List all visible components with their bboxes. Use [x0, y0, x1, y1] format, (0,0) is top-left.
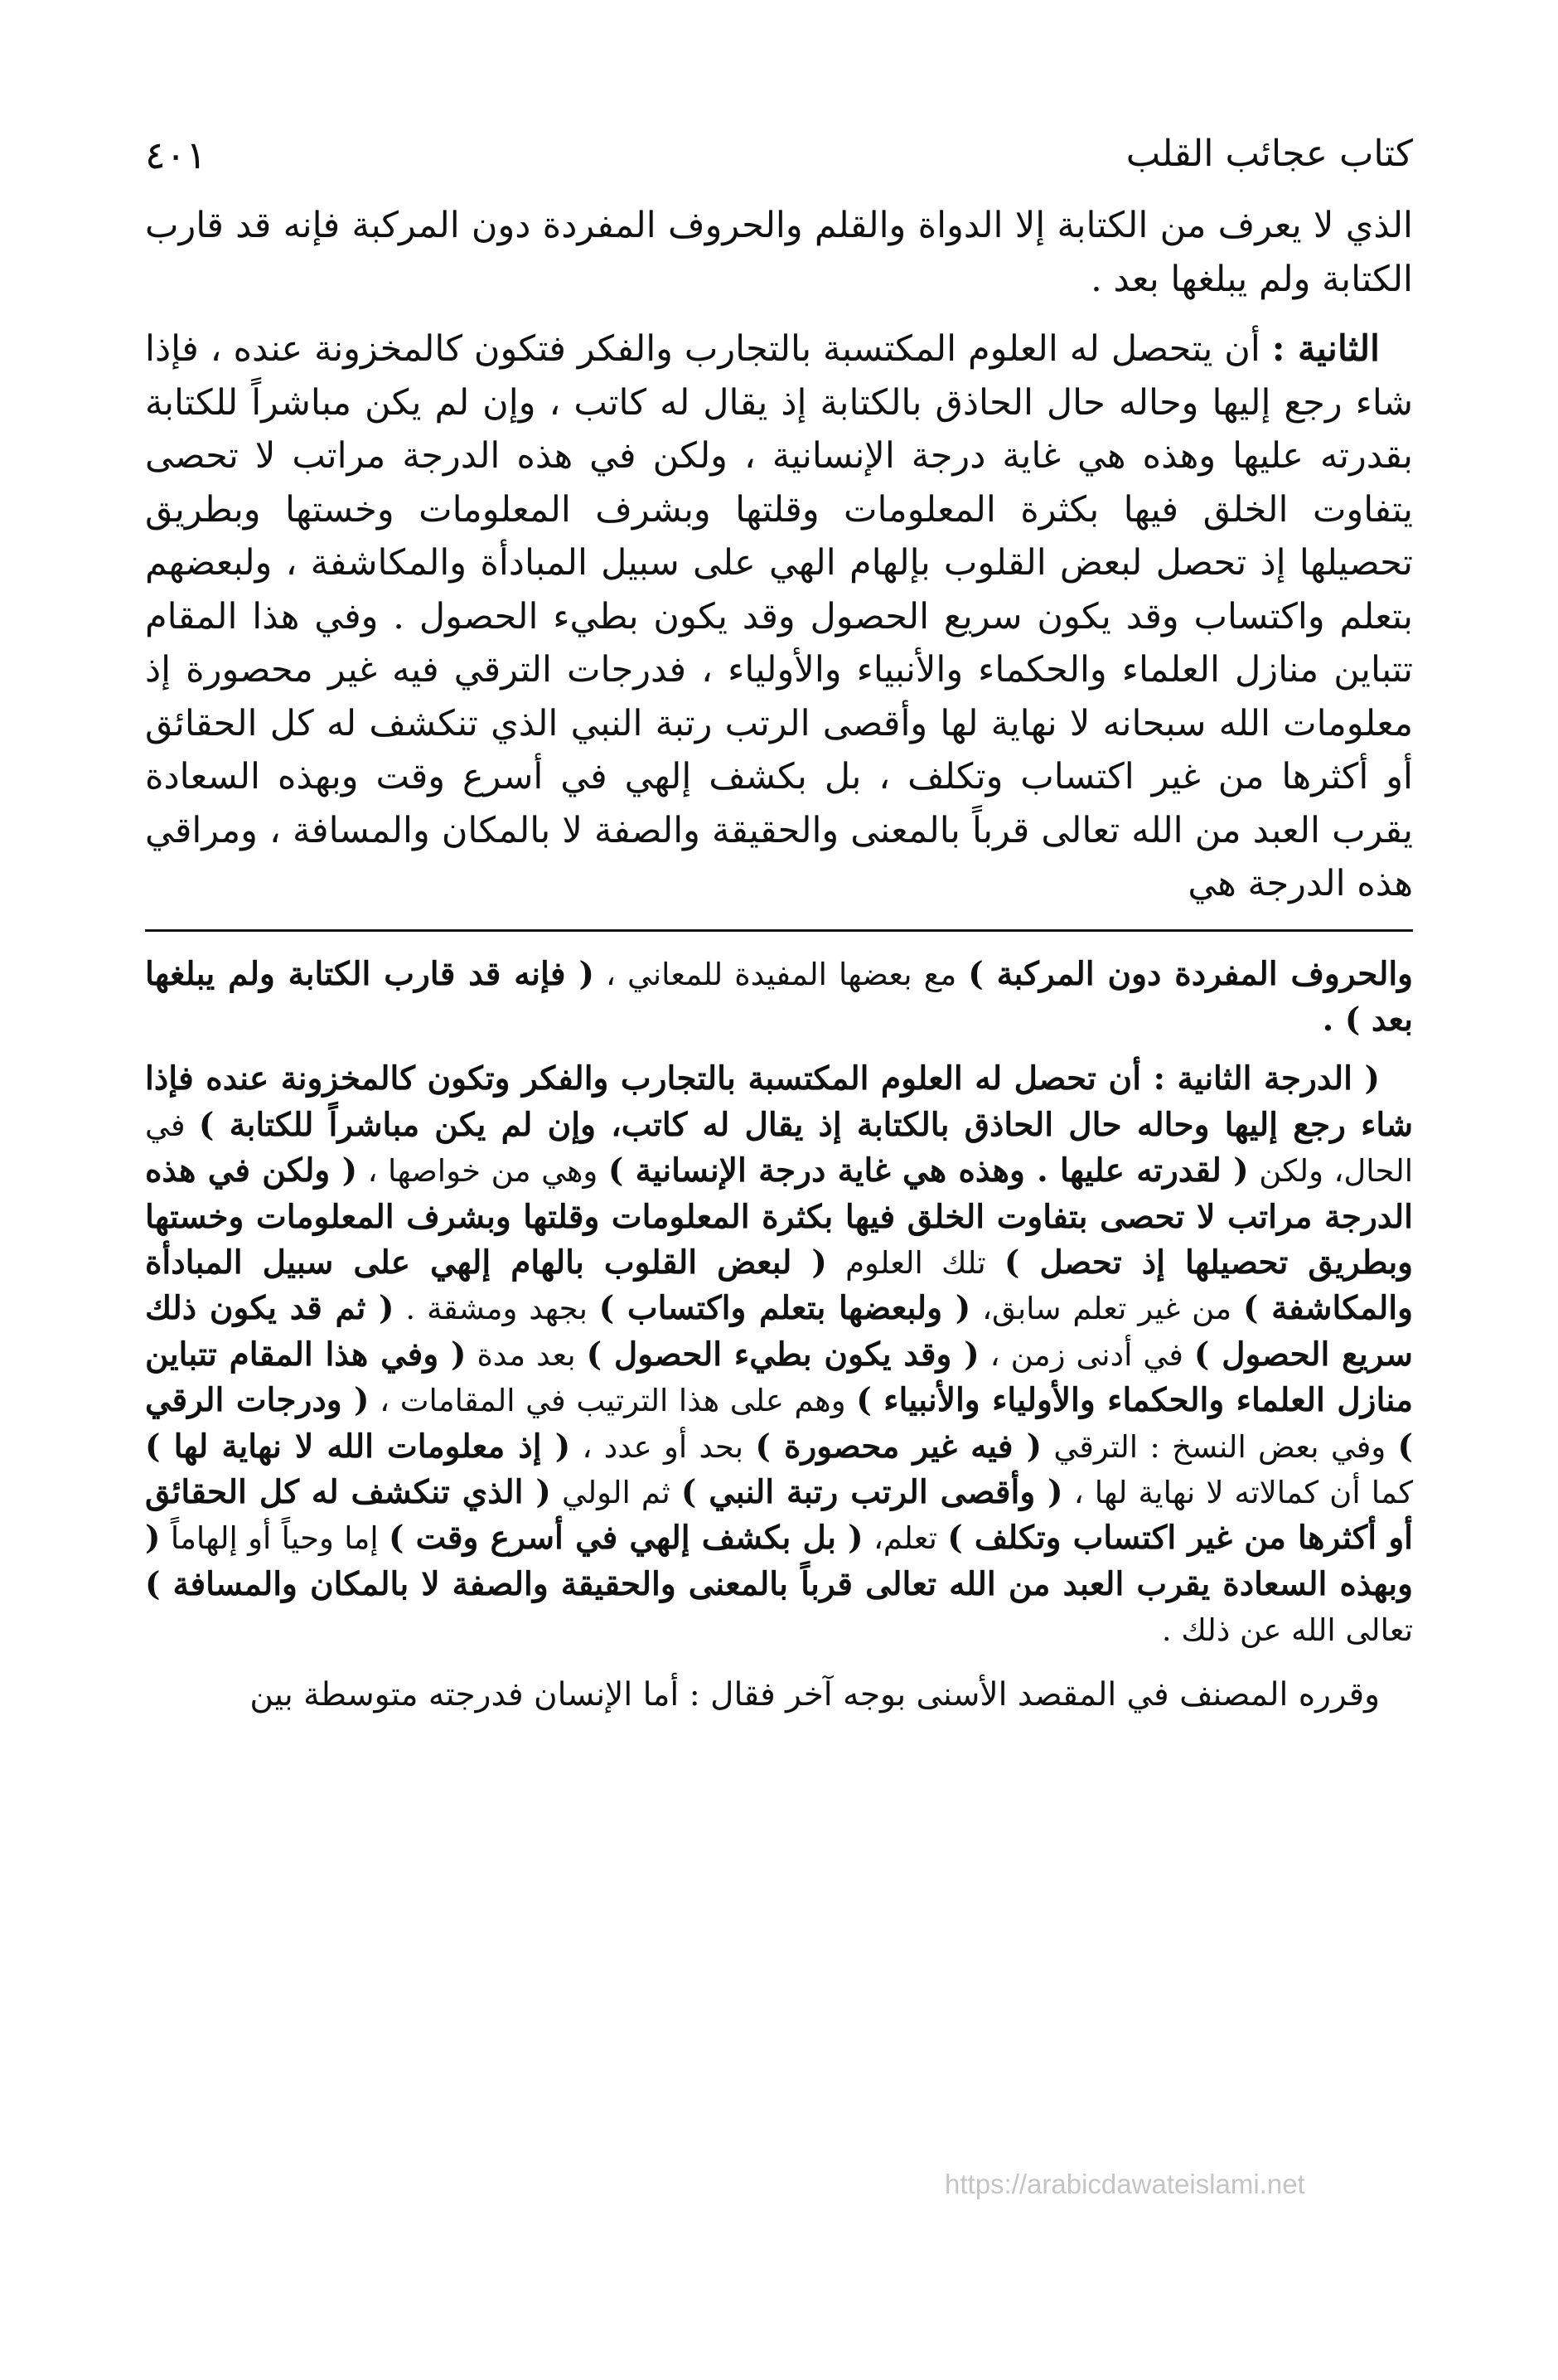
commentary-gloss: من غير تعلم سابق، — [970, 1291, 1243, 1327]
quoted-source-text: ( ولكن في هذه الدرجة مراتب لا تحصى بتفاوت الخلق فيها بكثرة المعلومات وقلتها وبشرف المعلومات وخستها وبطريق تحصيلها إذ تحصل ) — [145, 1151, 1414, 1282]
quoted-source-text: ( ودرجات الرقي ) — [145, 1381, 1413, 1466]
commentary-gloss: تعلم، — [863, 1520, 948, 1557]
main-paragraph-2-body: أن يتحصل له العلوم المكتسبة بالتجارب والفكر فتكون كالمخزونة عنده ، فإذا شاء رجع إليها وحاله حال الحاذق بالكتابة إذ يقال له كاتب ، وإن لم يكن مباشراً للكتابة بقدرته عليها وهذه هي غاية درجة الإنسانية ، ولكن في هذه الدرجة مراتب لا تحصى يتفاوت الخلق فيها بكثرة المعلومات وقلتها وبشرف المعلومات وخستها وبطريق تحصيلها إذ تحصل لبعض القلوب بإلهام الهي على سبيل المبادأة والمكاشفة ، ولبعضهم بتعلم واكتساب وقد يكون سريع الحصول وقد يكون بطيء الحصول . وفي هذا المقام تتباين منازل العلماء والحكماء والأنبياء والأولياء ، فدرجات الترقي فيه غير محصورة إذ معلومات الله سبحانه لا نهاية لها وأقصى الرتب رتبة النبي الذي تنكشف له كل الحقائق أو أكثرها من غير اكتساب وتكلف ، بل بكشف إلهي في أسرع وقت وبهذه السعادة يقرب العبد من الله تعالى قرباً بالمعنى والحقيقة والصفة لا بالمكان والمسافة ، ومراقي هذه الدرجة هي — [145, 328, 1414, 904]
quoted-source-text: ( وقد يكون بطيء الحصول ) — [586, 1335, 980, 1374]
commentary-gloss: وهي من خواصها ، — [357, 1153, 608, 1190]
quoted-source-text: والحروف المفردة دون المركبة ) — [968, 954, 1414, 993]
commentary-gloss: مع بعضها المفيدة للمعاني ، — [593, 956, 969, 992]
footnote-divider — [145, 929, 1413, 932]
commentary-gloss: بعد مدة — [466, 1336, 587, 1373]
page-number: ٤٠١ — [145, 133, 207, 177]
quoted-source-text: ( بل بكشف إلهي في أسرع وقت ) — [388, 1519, 864, 1558]
quoted-source-text: ( إذ معلومات الله لا نهاية لها ) — [145, 1427, 571, 1466]
quoted-source-text: ( وبهذه السعادة يقرب العبد من الله تعالى قرباً بالمعنى والحقيقة والصفة لا بالمكان والمسافة ) — [145, 1519, 1413, 1603]
commentary-gloss: تلك العلوم — [826, 1244, 1004, 1281]
commentary-paragraph-2 — [145, 1056, 1413, 1653]
quoted-source-text: ( وفي هذا المقام تتباين منازل العلماء والحكماء والأولياء والأنبياء ) — [145, 1335, 1414, 1420]
quoted-source-text: ( ولبعضها بتعلم واكتساب ) — [598, 1289, 971, 1328]
running-title: كتاب عجائب القلب — [1125, 133, 1413, 175]
watermark-url: https://arabicdawateislami.net — [945, 2169, 1305, 2199]
quoted-source-text: ( الدرجة الثانية : أن تحصل له العلوم المكتسبة بالتجارب والفكر وتكون كالمخزونة عنده فإذا شاء رجع إليها وحاله حال الحاذق بالكتابة إذ يقال له كاتب، وإن لم يكن مباشراً للكتابة ) — [145, 1059, 1413, 1144]
commentary-gloss: كما أن كمالاته لا نهاية لها ، — [1062, 1474, 1413, 1510]
page-header — [145, 116, 1413, 199]
quoted-source-text: ( وأقصى الرتب رتبة النبي ) — [680, 1472, 1063, 1511]
commentary-paragraph-3: وقرره المصنف في المقصد الأسنى بوجه آخر فقال : أما الإنسان فدرجته متوسطة بين — [249, 1675, 1380, 1714]
commentary-gloss: ثم الولي — [550, 1474, 681, 1510]
paragraph-lead-term: الثانية : — [1271, 328, 1380, 370]
commentary-gloss: في أدنى زمن ، — [979, 1336, 1194, 1373]
main-paragraph-1: الذي لا يعرف من الكتابة إلا الدواة والقلم والحروف المفردة دون المركبة فإنه قد قارب الكتابة ولم يبلغها بعد . — [145, 205, 1413, 300]
book-page — [145, 116, 1413, 2288]
quoted-source-text: ( فيه غير محصورة ) — [755, 1427, 1043, 1466]
commentary-gloss: في الحال، ولكن — [145, 1107, 1413, 1190]
main-text — [145, 199, 1413, 911]
commentary-gloss: إما وحياً أو إلهاماً — [160, 1520, 389, 1557]
commentary-gloss: تعالى الله عن ذلك . — [1161, 1612, 1413, 1649]
commentary-gloss: وهم على هذا الترتيب في المقامات ، — [369, 1383, 857, 1419]
quoted-source-text: ( الذي تنكشف له كل الحقائق أو أكثرها من غير اكتساب وتكلف ) — [145, 1472, 1413, 1558]
commentary-gloss: بجهد ومشقة . — [394, 1291, 599, 1327]
commentary-gloss: بحد أو عدد ، — [570, 1428, 756, 1465]
quoted-source-text: ( ثم قد يكون ذلك سريع الحصول ) — [145, 1289, 1413, 1374]
quoted-source-text: ( فإنه قد قارب الكتابة ولم يبلغها بعد ) . — [145, 954, 1413, 1039]
commentary-paragraph-1 — [145, 952, 1413, 1044]
commentary-gloss: وفي بعض النسخ : الترقي — [1042, 1428, 1398, 1465]
quoted-source-text: ( لقدرته عليها . وهذه هي غاية درجة الإنسانية ) — [607, 1151, 1249, 1190]
commentary — [145, 952, 1413, 1654]
main-paragraph-2 — [145, 322, 1413, 911]
quoted-source-text: ( لبعض القلوب بالهام إلهي على سبيل المبادأة والمكاشفة ) — [145, 1243, 1413, 1328]
